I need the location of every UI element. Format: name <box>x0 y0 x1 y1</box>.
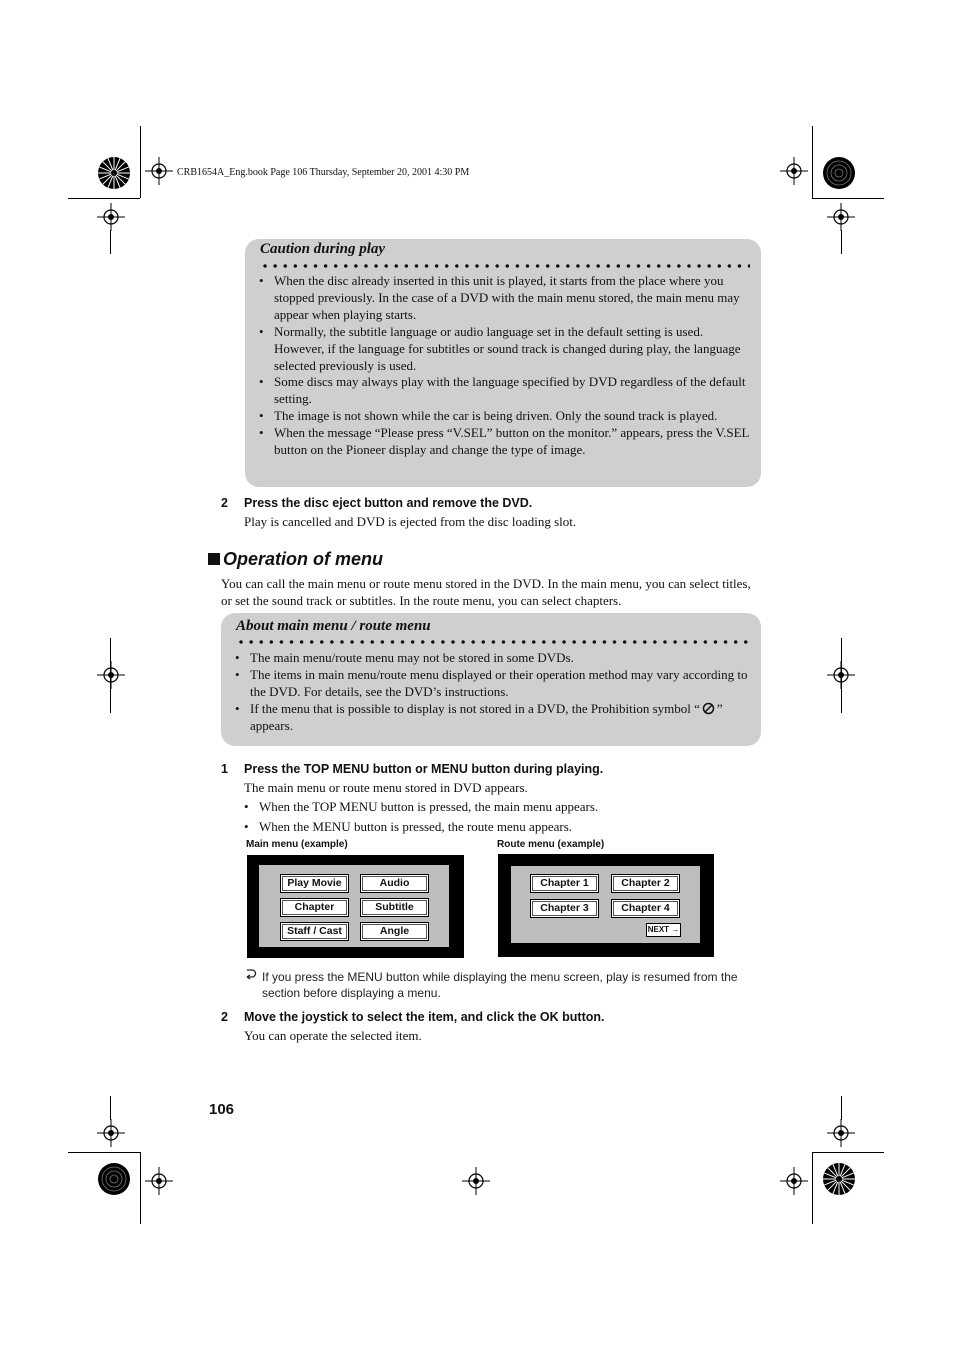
step-number: 2 <box>221 496 228 510</box>
crop-line <box>140 126 141 198</box>
crop-line <box>110 230 111 254</box>
about-title: About main menu / route menu <box>236 618 431 634</box>
step-body: Play is cancelled and DVD is ejected from the disc loading slot. <box>244 514 577 529</box>
registration-circle-icon <box>822 156 856 190</box>
menu-button-chapter-3: Chapter 3 <box>530 899 599 918</box>
crop-line <box>841 638 842 713</box>
menu-button-chapter-4: Chapter 4 <box>611 899 680 918</box>
step-heading <box>221 1010 761 1026</box>
crop-line <box>68 198 140 199</box>
list-item-text: ” appears. <box>250 700 723 733</box>
registration-sunburst-icon <box>97 156 131 190</box>
step-bullets <box>244 799 761 836</box>
crop-line <box>68 1152 140 1153</box>
list-item: • The items in main menu/route menu displayed or their operation method may vary according to the DVD. For details, see the DVD’s instructions. <box>235 667 750 701</box>
menu-button-staff-cast: Staff / Cast <box>280 922 349 941</box>
crop-line <box>110 638 111 713</box>
menu-button-chapter-1: Chapter 1 <box>530 874 599 893</box>
crop-line <box>140 1152 141 1224</box>
registration-circle-icon <box>97 1162 131 1196</box>
about-list <box>235 650 750 735</box>
section-intro: You can call the main menu or route menu stored in the DVD. In the main menu, you can select titles, or set the sound track or subtitles. In the route menu, you can select chapters. <box>221 576 751 608</box>
crosshair-mark-icon <box>145 157 173 185</box>
crosshair-mark-icon <box>780 157 808 185</box>
step-number: 1 <box>221 762 228 776</box>
step-heading <box>221 762 761 778</box>
crop-line <box>841 230 842 254</box>
step-title: Press the disc eject button and remove the DVD. <box>244 496 533 510</box>
caution-title: Caution during play <box>260 241 386 257</box>
dotted-divider <box>236 639 750 645</box>
crop-line <box>812 126 813 198</box>
list-item <box>235 701 750 735</box>
main-menu-screen <box>247 855 464 958</box>
crosshair-mark-icon <box>780 1167 808 1195</box>
list-item: • The image is not shown while the car is being driven. Only the sound track is played. <box>259 408 749 425</box>
page-number: 106 <box>209 1101 235 1118</box>
step-title: Press the TOP MENU button or MENU button during playing. <box>244 762 604 776</box>
list-item-text: If the menu that is possible to display is not stored in a DVD, the Prohibition symbol “ <box>250 700 700 716</box>
step-body: You can operate the selected item. <box>244 1028 422 1043</box>
section-title <box>208 549 383 570</box>
crop-line <box>812 1152 813 1224</box>
list-item: • When the MENU button is pressed, the route menu appears. <box>244 819 761 836</box>
crop-line <box>841 1096 842 1120</box>
crop-line <box>812 1152 884 1153</box>
crosshair-mark-icon <box>97 1119 125 1147</box>
crosshair-mark-icon <box>97 661 125 689</box>
step-body: The main menu or route menu stored in DVD appears. <box>244 780 528 795</box>
crosshair-mark-icon <box>97 203 125 231</box>
crop-line <box>812 198 884 199</box>
list-item: • Normally, the subtitle language or audio language set in the default setting is used. However, if the language for subtitles or sound track is changed during play, the language selected previously is used. <box>259 324 749 375</box>
print-header: CRB1654A_Eng.book Page 106 Thursday, September 20, 2001 4:30 PM <box>177 167 470 178</box>
step-heading <box>221 496 761 512</box>
main-menu-caption: Main menu (example) <box>246 839 348 850</box>
route-menu-caption: Route menu (example) <box>497 839 605 850</box>
menu-button-angle: Angle <box>360 922 429 941</box>
crosshair-mark-icon <box>145 1167 173 1195</box>
section-bullet-icon <box>208 553 220 565</box>
route-menu-panel <box>511 866 700 943</box>
menu-button-chapter-2: Chapter 2 <box>611 874 680 893</box>
about-box <box>221 613 761 746</box>
menu-button-subtitle: Subtitle <box>360 898 429 917</box>
section-title-text: Operation of menu <box>223 549 384 569</box>
menu-button-play-movie: Play Movie <box>280 874 349 893</box>
note-text: If you press the MENU button while displaying the menu screen, play is resumed from the section before displaying a menu. <box>262 970 738 1000</box>
menu-button-audio: Audio <box>360 874 429 893</box>
list-item: • Some discs may always play with the language specified by DVD regardless of the default setting. <box>259 374 749 408</box>
crosshair-mark-icon <box>462 1167 490 1195</box>
main-menu-panel <box>259 865 449 947</box>
next-label: NEXT <box>647 925 670 934</box>
dotted-divider <box>260 263 750 269</box>
step-number: 2 <box>221 1010 228 1024</box>
list-item: • When the message “Please press “V.SEL” button on the monitor.” appears, press the V.SEL button on the Pioneer display and change the type of image. <box>259 425 749 459</box>
next-button <box>646 923 681 937</box>
registration-sunburst-icon <box>822 1162 856 1196</box>
prohibition-icon <box>702 702 715 715</box>
step-title: Move the joystick to select the item, and click the OK button. <box>244 1010 605 1024</box>
route-menu-screen <box>498 854 714 957</box>
note-arrow-icon <box>244 967 258 981</box>
arrow-right-icon: → <box>669 925 680 934</box>
menu-button-chapter: Chapter <box>280 898 349 917</box>
caution-list <box>259 273 749 459</box>
crosshair-mark-icon <box>827 203 855 231</box>
list-item: • When the disc already inserted in this unit is played, it starts from the place where you stopped previously. In the case of a DVD with the main menu stored, the main menu may appear when playing starts. <box>259 273 749 324</box>
crosshair-mark-icon <box>827 1119 855 1147</box>
list-item: • The main menu/route menu may not be stored in some DVDs. <box>235 650 750 667</box>
list-item: • When the TOP MENU button is pressed, the main menu appears. <box>244 799 761 816</box>
crop-line <box>110 1096 111 1120</box>
caution-box <box>245 239 761 487</box>
